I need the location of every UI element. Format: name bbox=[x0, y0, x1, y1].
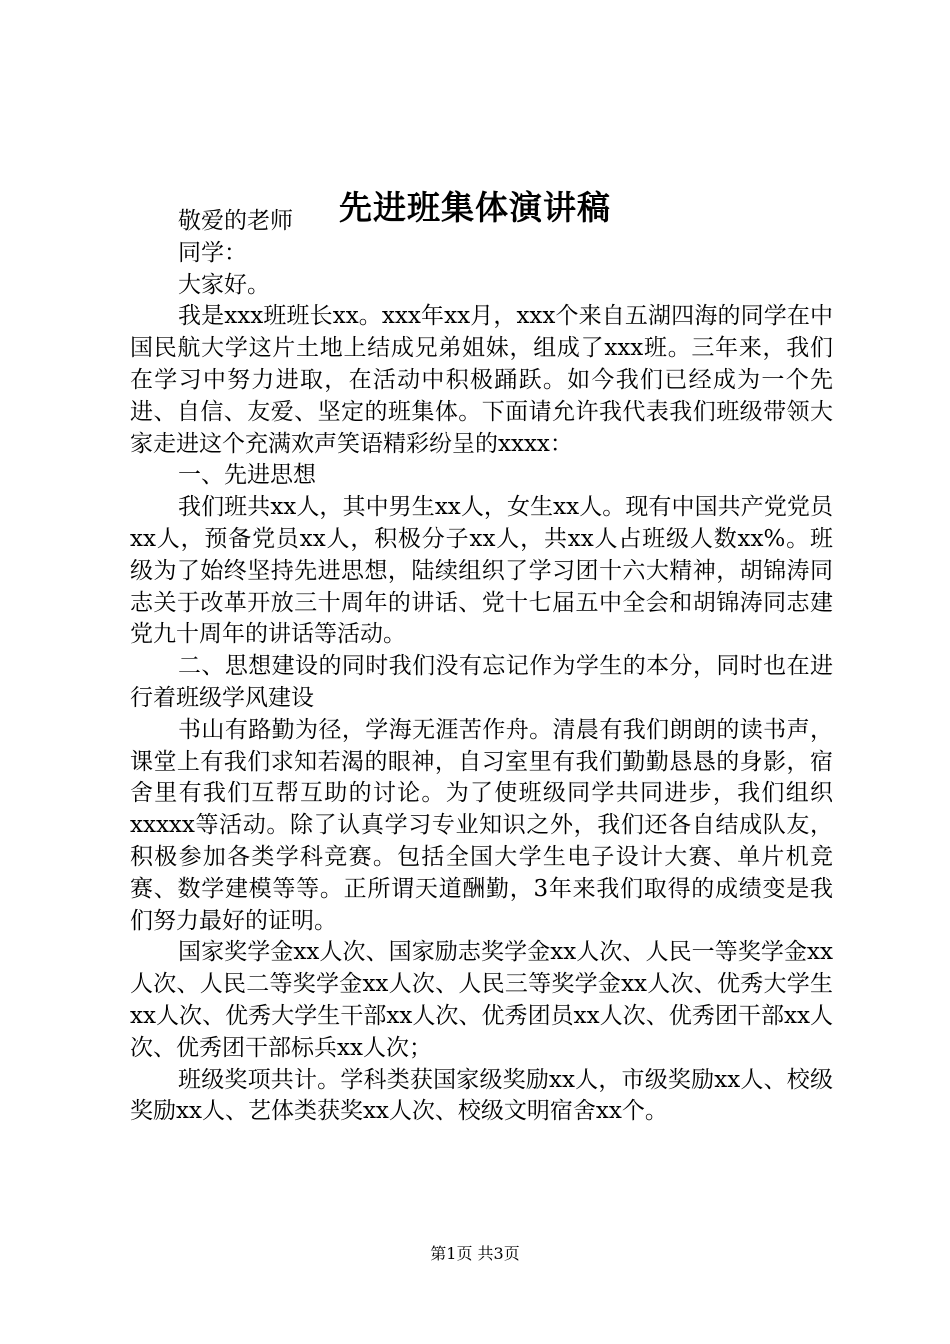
page-footer: 第1页 共3页 bbox=[430, 1244, 520, 1263]
scholarships-paragraph: 国家奖学金xx人次、国家励志奖学金xx人次、人民一等奖学金xx人次、人民二等奖学金xx人次、人民三等奖学金xx人次、优秀大学生xx人次、优秀大学生干部xx人次、优秀团员xx人次、优秀团干部xx人次、优秀团干部标兵xx人次； bbox=[130, 939, 833, 1061]
intro-paragraph: 我是xxx班班长xx。xxx年xx月，xxx个来自五湖四海的同学在中国民航大学这片土地上结成兄弟姐妹，组成了xxx班。三年来，我们在学习中努力进取，在活动中积极踊跃。如今我们已经成为一个先进、自信、友爱、坚定的班集体。下面请允许我代表我们班级带领大家走进这个充满欢声笑语精彩纷呈的xxxx： bbox=[130, 303, 833, 457]
salutation-classmates: 同学： bbox=[178, 239, 247, 266]
greeting: 大家好。 bbox=[178, 271, 270, 298]
document-body bbox=[130, 206, 833, 1128]
class-members-paragraph: 我们班共xx人，其中男生xx人，女生xx人。现有中国共产党党员xx人，预备党员xx人，积极分子xx人，共xx人占班级人数xx%。班级为了始终坚持先进思想，陆续组织了学习团十六大精神，胡锦涛同志关于改革开放三十周年的讲话、党十七届五中全会和胡锦涛同志建党九十周年的讲话等活动。 bbox=[130, 494, 833, 648]
section-heading-study-style: 二、思想建设的同时我们没有忘记作为学生的本分，同时也在进行着班级学风建设 bbox=[130, 653, 833, 711]
class-awards-paragraph: 班级奖项共计。学科类获国家级奖励xx人，市级奖励xx人、校级奖励xx人、艺体类获奖xx人次、校级文明宿舍xx个。 bbox=[130, 1066, 833, 1125]
study-style-paragraph: 书山有路勤为径，学海无涯苦作舟。清晨有我们朗朗的读书声，课堂上有我们求知若渴的眼神，自习室里有我们勤勤恳恳的身影，宿舍里有我们互帮互助的讨论。为了使班级同学共同进步，我们组织xxxxx等活动。除了认真学习专业知识之外，我们还各自结成队友，积极参加各类学科竞赛。包括全国大学生电子设计大赛、单片机竞赛、数学建模等等。正所谓天道酬勤，3年来我们取得的成绩变是我们努力最好的证明。 bbox=[130, 716, 833, 934]
document-title: 先进班集体演讲稿 bbox=[339, 188, 611, 227]
salutation-teacher: 敬爱的老师 bbox=[178, 208, 293, 234]
section-heading-advanced-thought: 一、先进思想 bbox=[178, 462, 316, 489]
